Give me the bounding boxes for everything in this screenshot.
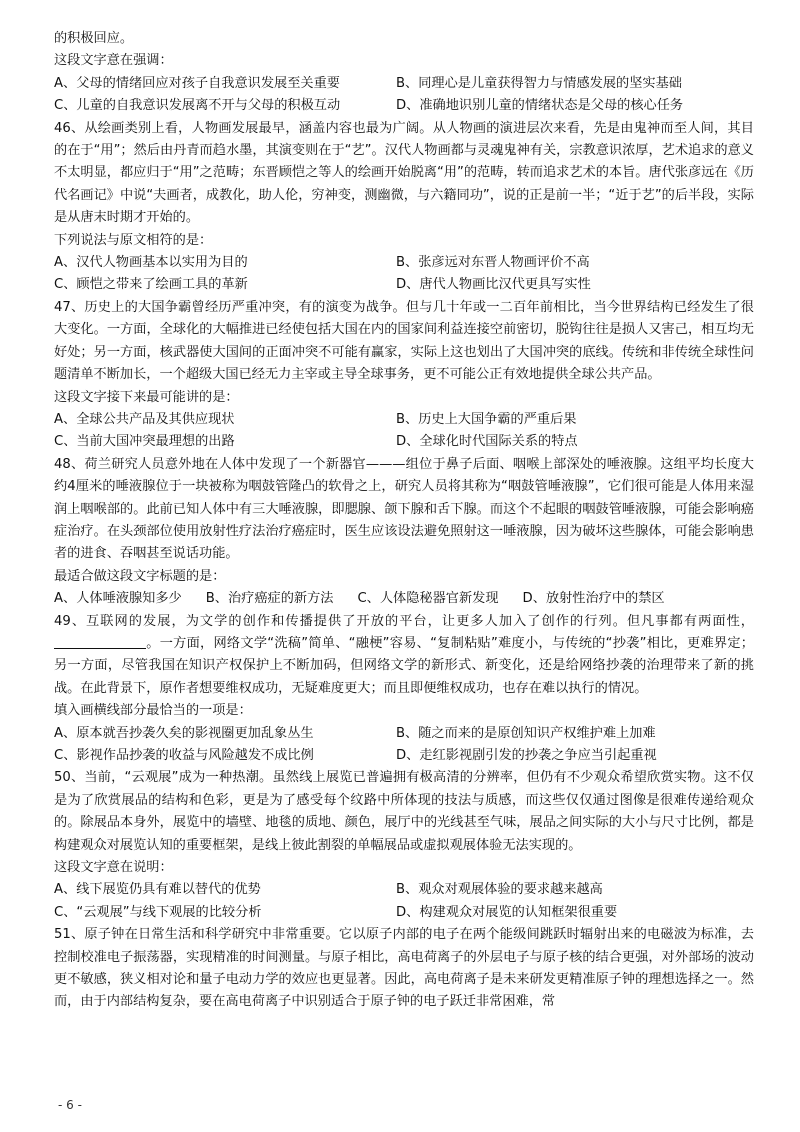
q47-option-b: B、历史上大国争霸的严重后果 <box>396 411 577 427</box>
q47-option-c: C、当前大国冲突最理想的出路 <box>54 434 235 450</box>
q48-stem: 48、荷兰研究人员意外地在人体中发现了一个新器官———组位于鼻子后面、咽喉上部深处的唾液腺。这组平均长度大约4厘米的唾液腺位于一块被称为咽鼓管隆凸的软骨之上，研究人员将其称为“咽鼓管唾液腺”，它们很可能是人体用来湿润上咽喉部的。此前已知人体中有三大唾液腺，即腮腺、颌下腺和舌下腺。而这个不起眼的咽鼓管唾液腺，可能会影响癌症治疗。在头颈部位使用放射性疗法治疗癌症时，医生应该设法避免照射这一唾液腺，因为破坏这些腺体，可能会影响患者的进食、吞咽甚至说话功能。 <box>54 456 754 562</box>
q49-option-a: A、原本就吾抄袭久矣的影视圈更加乱象丛生 <box>54 725 314 741</box>
q50-option-a: A、线下展览仍具有难以替代的优势 <box>54 882 261 898</box>
q50-options-row1 <box>54 879 754 901</box>
q50-option-c: C、“云观展”与线下观展的比较分析 <box>54 904 262 920</box>
q46-options-row2 <box>54 274 754 296</box>
q46-option-b: B、张彦远对东晋人物画评价不高 <box>396 255 590 271</box>
q46-prompt: 下列说法与原文相符的是： <box>54 232 213 248</box>
q45-stem-tail: 的积极回应。 <box>54 31 134 46</box>
q50-prompt: 这段文字意在说明： <box>54 860 173 876</box>
q46-stem: 46、从绘画类别上看，人物画发展最早，涵盖内容也最为广阔。从人物画的演进层次来看，先是由鬼神而至人间，其目的在于“用”；然后由丹青而趋水墨，其演变则在于“艺”。汉代人物画都与灵魂鬼神有关，宗教意识浓厚，艺术追求的意义不太明显，都应归于“用”之范畴；东晋顾恺之等人的绘画开始脱离“用”的范畴，转而追求艺术的本旨。唐代张彦远在《历代名画记》中说“夫画者，成教化，助人伦，穷神变，测幽微，与六籍同功”，说的正是前一半；“近于艺”的后半段，实际是从唐末时期才开始的。 <box>54 120 754 226</box>
q49-option-b: B、随之而来的是原创知识产权维护难上加难 <box>396 725 656 741</box>
q47-prompt: 这段文字接下来最可能讲的是： <box>54 389 239 405</box>
q46-option-d: D、唐代人物画比汉代更具写实性 <box>396 277 591 293</box>
q49-stem-part-a: 49、互联网的发展，为文学的创作和传播提供了开放的平台，让更多人加入了创作的行列。但凡事都有两面性， <box>54 613 754 629</box>
q50-stem: 50、当前，“云观展”成为一种热潮。虽然线上展览已普遍拥有极高清的分辨率，但仍有不少观众希望欣赏实物。这不仅是为了欣赏展品的结构和色彩，更是为了感受每个纹路中所体现的技法与质感，而这些仅仅通过图像是很难传递给观众的。除展品本身外，展览中的墙壁、地毯的质地、颜色，展厅中的光线甚至气味，展品之间实际的大小与尺寸比例，都是构建观众对展览认知的重要框架，是线上彼此割裂的单幅展品或虚拟观展体验无法实现的。 <box>54 770 754 853</box>
q45-option-c: C、儿童的自我意识发展离不开与父母的积极互动 <box>54 98 341 114</box>
q48-options-row <box>54 588 754 610</box>
q51-stem: 51、原子钟在日常生活和科学研究中非常重要。它以原子内部的电子在两个能级间跳跃时辐射出来的电磁波为标准，去控制校准电子振荡器，实现精准的时间测量。与原子相比，高电荷离子的外层电子与原子核的结合更强，对外部场的波动更不敏感，狭义相对论和量子电动力学的效应也更显著。因此，高电荷离子是未来研发更精准原子钟的理想选择之一。然而，由于内部结构复杂，要在高电荷离子中识别适合于原子钟的电子跃迁非常困难，常 <box>54 927 754 1010</box>
q47-stem: 47、历史上的大国争霸曾经历严重冲突，有的演变为战争。但与几十年或一二百年前相比，当今世界结构已经发生了很大变化。一方面，全球化的大幅推进已经使包括大国在内的国家间利益连接空前密切，脱钩往往是损人又害己，相互均无好处；另一方面，核武器使大国间的正面冲突不可能有赢家，实际上这也划出了大国冲突的底线。传统和非传统全球性问题清单不断加长，一个超级大国已经无力主宰或主导全球事务，更不可能公正有效地提供全球公共产品。 <box>54 299 754 383</box>
q45-option-b: B、同理心是儿童获得智力与情感发展的坚实基础 <box>396 75 682 91</box>
q50-option-d: D、构建观众对展览的认知框架很重要 <box>396 904 618 920</box>
q47-option-d: D、全球化时代国际关系的特点 <box>396 434 578 450</box>
q48-option-a: A、人体唾液腺知多少 <box>54 591 182 607</box>
q49-stem <box>54 611 754 701</box>
q47-options-row2 <box>54 431 754 453</box>
q48-prompt: 最适合做这段文字标题的是： <box>54 568 226 584</box>
q49-option-d: D、走红影视剧引发的抄袭之争应当引起重视 <box>396 748 657 763</box>
q49-options-row2 <box>54 745 754 767</box>
q46-options-row1 <box>54 252 754 274</box>
q45-options-row1 <box>54 73 754 95</box>
q46-option-c: C、顾恺之带来了绘画工具的革新 <box>54 277 248 293</box>
q48-option-b: B、治疗癌症的新方法 <box>205 591 334 607</box>
page-number: - 6 - <box>58 1098 82 1112</box>
q48-option-d: D、放射性治疗中的禁区 <box>522 591 665 607</box>
exam-page <box>54 28 754 1014</box>
q50-options-row2 <box>54 902 754 924</box>
q47-options-row1 <box>54 409 754 431</box>
q45-options-row2 <box>54 95 754 117</box>
q49-options-row1 <box>54 723 754 745</box>
q49-prompt: 填入画横线部分最恰当的一项是： <box>54 703 252 719</box>
q49-stem-part-b: 。一方面，网络文学“洗稿”简单、“融梗”容易、“复制粘贴”难度小，与传统的“抄袭”相比，更难界定；另一方面，尽管我国在知识产权保护上不断加码，但网络文学的新形式、新变化，还是给网络抄袭的治理带来了新的挑战。在此背景下，原作者想要维权成功，无疑难度更大；而且即便维权成功，也存在难以执行的情况。 <box>54 635 754 696</box>
q48-option-c: C、人体隐秘器官新发现 <box>357 591 499 607</box>
q45-option-d: D、准确地识别儿童的情绪状态是父母的核心任务 <box>396 98 684 114</box>
q45-prompt: 这段文字意在强调： <box>54 53 173 69</box>
q47-option-a: A、全球公共产品及其供应现状 <box>54 411 235 427</box>
q46-option-a: A、汉代人物画基本以实用为目的 <box>54 255 248 271</box>
q49-option-c: C、影视作品抄袭的收益与风险越发不成比例 <box>54 748 314 763</box>
q45-option-a: A、父母的情绪回应对孩子自我意识发展至关重要 <box>54 75 340 91</box>
q50-option-b: B、观众对观展体验的要求越来越高 <box>396 882 603 898</box>
q49-fill-blank <box>54 634 146 649</box>
